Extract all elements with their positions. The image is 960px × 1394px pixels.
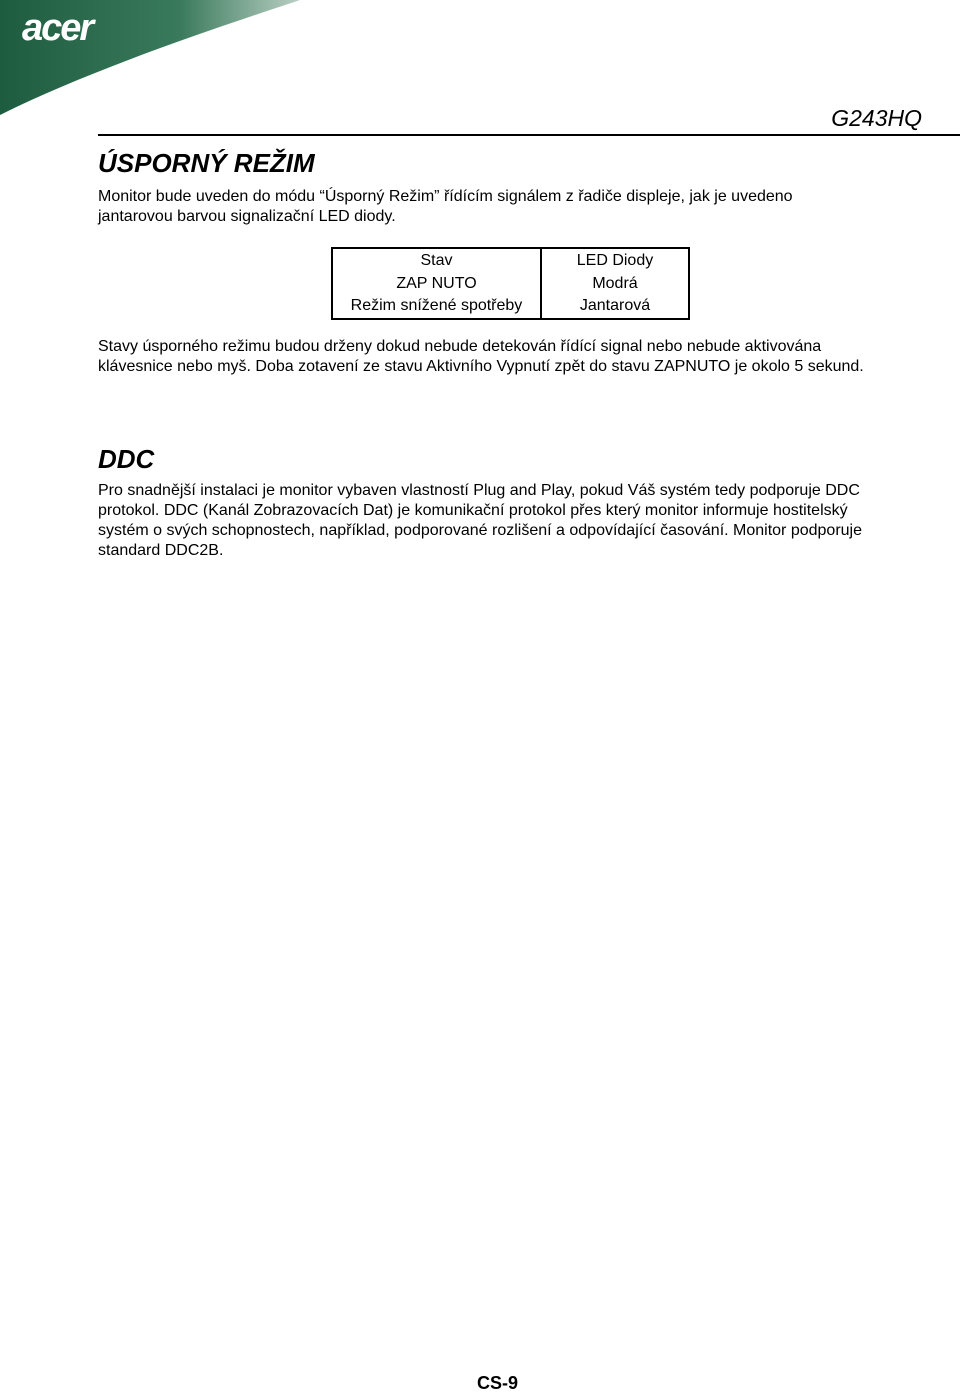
table-cell-text: Jantarová [579, 297, 651, 314]
ddc-line-1: Pro snadnější instalaci je monitor vybaven vlastností Plug and Play, pokud Váš systém tedy podporuje DDC [98, 482, 860, 499]
power-intro-line-2: jantarovou barvou signalizační LED diody. [98, 208, 396, 225]
acer-logo: acer [22, 7, 93, 49]
table-cell-text: Modrá [592, 275, 638, 292]
page-number: CS-9 [476, 1373, 518, 1393]
power-note-line-2: klávesnice nebo myš. Doba zotavení ze stavu Aktivního Vypnutí zpět do stavu ZAPNUTO je okolo 5 sekund. [98, 358, 864, 375]
ddc-line-3: systém o svých schopnostech, například, podporované rozlišení a odpovídající časování. Monitor podporuje [98, 522, 862, 539]
header-rule [98, 134, 960, 136]
section-title-ddc: DDC [98, 444, 155, 474]
table-cell-text: ZAP NUTO [396, 275, 477, 292]
table-header-cell: Stav [332, 248, 541, 272]
table-body-row [332, 272, 689, 319]
table-cell-led [541, 272, 689, 319]
section-title-power-saving: ÚSPORNÝ REŽIM [98, 148, 315, 178]
table-cell-text: Režim snížené spotřeby [350, 297, 523, 314]
ddc-line-4: standard DDC2B. [98, 542, 224, 559]
table-cell-state [332, 272, 541, 319]
power-note-line-1: Stavy úsporného režimu budou drženy dokud nebude detekován řídící signal nebo nebude aktivována [98, 338, 822, 355]
led-status-table [331, 247, 690, 320]
ddc-line-2: protokol. DDC (Kanál Zobrazovacích Dat) je komunikační protokol přes který monitor informuje hostitelský [98, 502, 848, 519]
power-intro-line-1: Monitor bude uveden do módu “Úsporný Režim” řídícím signálem z řadiče displeje, jak je uvedeno [98, 188, 793, 205]
table-header-cell: LED Diody [541, 248, 689, 272]
model-number: G243HQ [831, 105, 922, 131]
table-header-row [332, 248, 689, 272]
